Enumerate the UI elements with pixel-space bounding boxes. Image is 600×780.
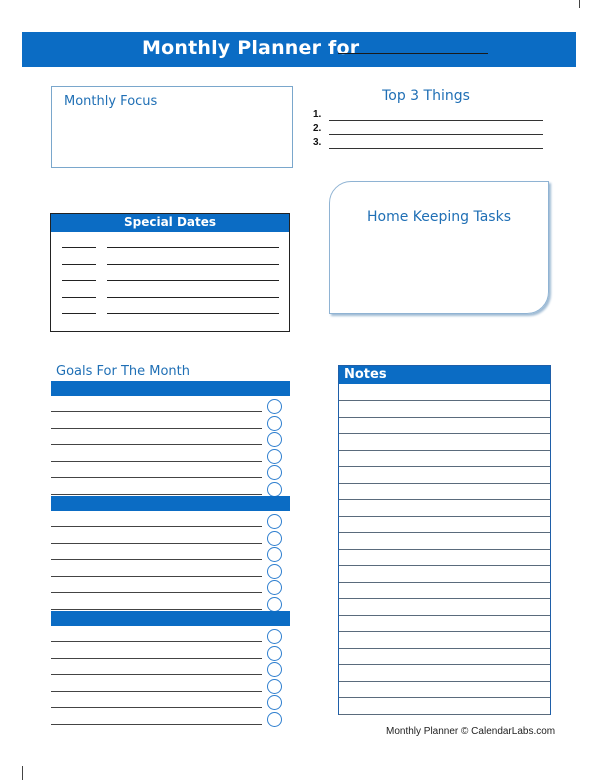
goal-line[interactable] bbox=[51, 411, 262, 412]
monthly-focus-label: Monthly Focus bbox=[64, 94, 158, 109]
goal-checkbox[interactable] bbox=[267, 580, 282, 595]
notes-line[interactable] bbox=[339, 714, 550, 715]
goal-checkbox[interactable] bbox=[267, 564, 282, 579]
special-date-event-line[interactable] bbox=[107, 313, 279, 314]
goal-line[interactable] bbox=[51, 543, 262, 544]
goals-title: Goals For The Month bbox=[56, 364, 191, 379]
notes-line[interactable] bbox=[339, 631, 550, 632]
special-date-event-line[interactable] bbox=[107, 297, 279, 298]
goal-line[interactable] bbox=[51, 461, 262, 462]
top3-number-2: 2. bbox=[313, 123, 322, 134]
goal-line[interactable] bbox=[51, 428, 262, 429]
goal-checkbox[interactable] bbox=[267, 646, 282, 661]
special-date-event-line[interactable] bbox=[107, 247, 279, 248]
goal-checkbox[interactable] bbox=[267, 547, 282, 562]
goal-line[interactable] bbox=[51, 707, 262, 708]
notes-line[interactable] bbox=[339, 516, 550, 517]
goal-line[interactable] bbox=[51, 477, 262, 478]
home-keeping-box[interactable] bbox=[329, 181, 549, 314]
goal-checkbox[interactable] bbox=[267, 629, 282, 644]
notes-line[interactable] bbox=[339, 400, 550, 401]
goal-line[interactable] bbox=[51, 658, 262, 659]
goal-line[interactable] bbox=[51, 526, 262, 527]
goal-line[interactable] bbox=[51, 559, 262, 560]
special-date-date-line[interactable] bbox=[62, 280, 96, 281]
page-title: Monthly Planner for bbox=[142, 37, 360, 59]
goal-line[interactable] bbox=[51, 444, 262, 445]
goal-line[interactable] bbox=[51, 609, 262, 610]
notes-box bbox=[338, 365, 551, 715]
notes-line[interactable] bbox=[339, 582, 550, 583]
special-date-date-line[interactable] bbox=[62, 264, 96, 265]
goal-line[interactable] bbox=[51, 724, 262, 725]
goal-line[interactable] bbox=[51, 576, 262, 577]
goal-group-header bbox=[51, 611, 290, 626]
goal-checkbox[interactable] bbox=[267, 449, 282, 464]
notes-line[interactable] bbox=[339, 565, 550, 566]
goal-line[interactable] bbox=[51, 674, 262, 675]
notes-line[interactable] bbox=[339, 648, 550, 649]
notes-title: Notes bbox=[344, 367, 387, 382]
home-keeping-title: Home Keeping Tasks bbox=[367, 209, 511, 225]
special-date-event-line[interactable] bbox=[107, 264, 279, 265]
corner-mark-bottom bbox=[22, 766, 23, 780]
special-date-date-line[interactable] bbox=[62, 313, 96, 314]
notes-line[interactable] bbox=[339, 681, 550, 682]
notes-line[interactable] bbox=[339, 483, 550, 484]
goal-checkbox[interactable] bbox=[267, 465, 282, 480]
month-name-line[interactable] bbox=[338, 53, 488, 54]
goal-checkbox[interactable] bbox=[267, 679, 282, 694]
goal-line[interactable] bbox=[51, 592, 262, 593]
corner-mark-top bbox=[579, 0, 580, 8]
goal-checkbox[interactable] bbox=[267, 416, 282, 431]
goal-line[interactable] bbox=[51, 494, 262, 495]
goal-checkbox[interactable] bbox=[267, 695, 282, 710]
notes-line[interactable] bbox=[339, 697, 550, 698]
goal-group-header bbox=[51, 381, 290, 396]
special-date-event-line[interactable] bbox=[107, 280, 279, 281]
goal-checkbox[interactable] bbox=[267, 482, 282, 497]
footer-credit: Monthly Planner © CalendarLabs.com bbox=[386, 726, 556, 737]
notes-line[interactable] bbox=[339, 499, 550, 500]
top3-number-1: 1. bbox=[313, 109, 322, 120]
top3-line-3[interactable] bbox=[329, 148, 543, 149]
notes-line[interactable] bbox=[339, 598, 550, 599]
top3-title: Top 3 Things bbox=[382, 88, 470, 104]
notes-line[interactable] bbox=[339, 549, 550, 550]
notes-line[interactable] bbox=[339, 615, 550, 616]
notes-line[interactable] bbox=[339, 450, 550, 451]
notes-line[interactable] bbox=[339, 466, 550, 467]
goal-checkbox[interactable] bbox=[267, 531, 282, 546]
goal-checkbox[interactable] bbox=[267, 597, 282, 612]
notes-line[interactable] bbox=[339, 433, 550, 434]
special-dates-title: Special Dates bbox=[123, 215, 217, 229]
goal-group-header bbox=[51, 496, 290, 511]
goal-line[interactable] bbox=[51, 691, 262, 692]
goal-checkbox[interactable] bbox=[267, 432, 282, 447]
goal-checkbox[interactable] bbox=[267, 399, 282, 414]
goal-checkbox[interactable] bbox=[267, 662, 282, 677]
notes-line[interactable] bbox=[339, 664, 550, 665]
goal-line[interactable] bbox=[51, 641, 262, 642]
special-date-date-line[interactable] bbox=[62, 297, 96, 298]
notes-line[interactable] bbox=[339, 532, 550, 533]
notes-line[interactable] bbox=[339, 417, 550, 418]
goal-checkbox[interactable] bbox=[267, 712, 282, 727]
top3-line-1[interactable] bbox=[329, 120, 543, 121]
top3-line-2[interactable] bbox=[329, 134, 543, 135]
special-date-date-line[interactable] bbox=[62, 247, 96, 248]
top3-number-3: 3. bbox=[313, 137, 322, 148]
goal-checkbox[interactable] bbox=[267, 514, 282, 529]
